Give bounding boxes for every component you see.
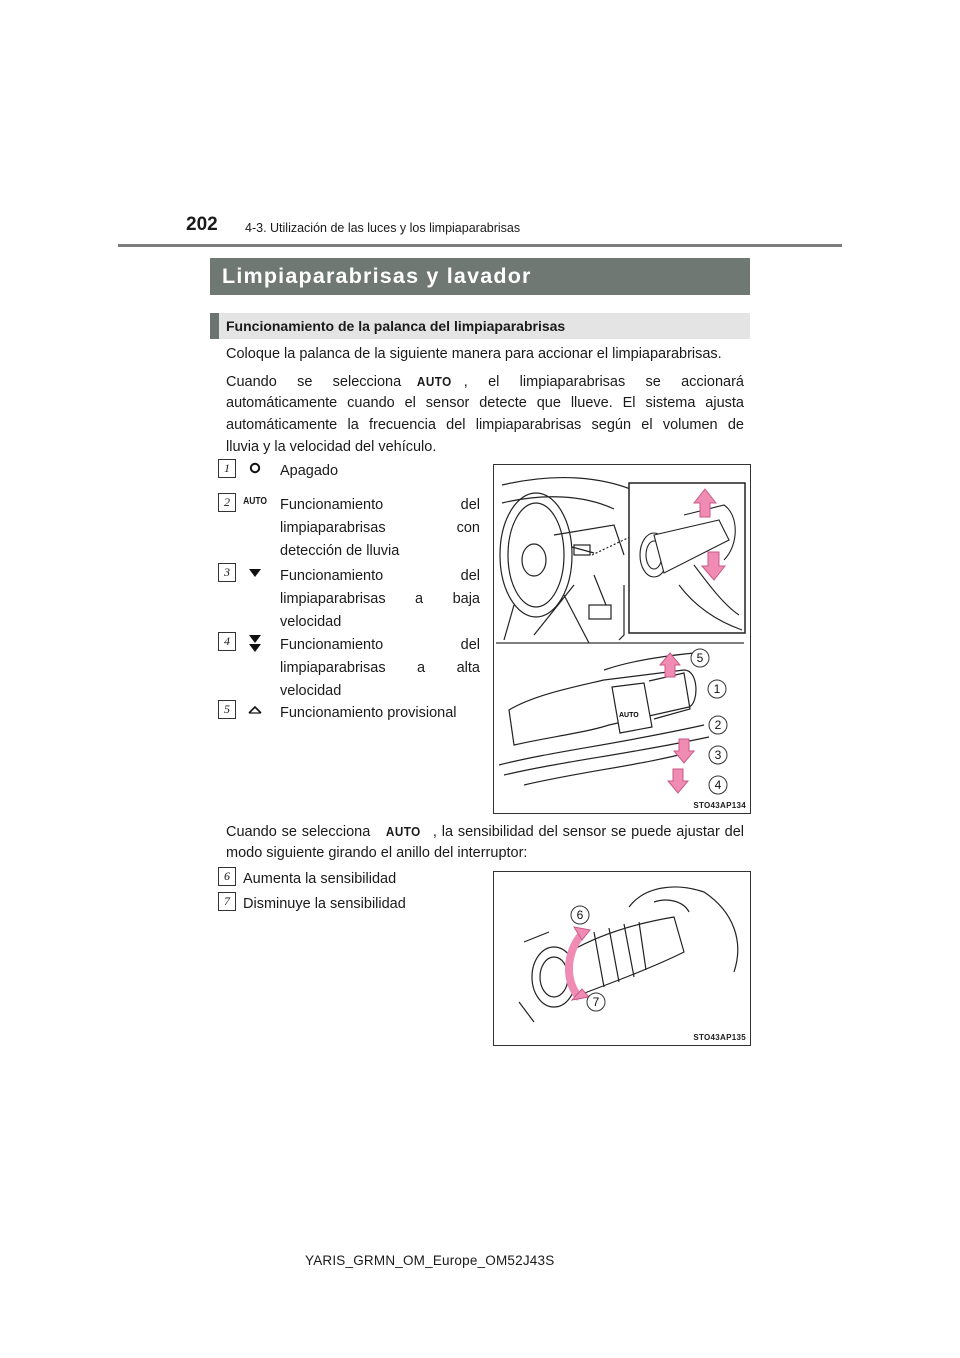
figure2-callout-7: 7: [592, 995, 600, 1009]
callout-number-1: 1: [218, 459, 236, 478]
position-3-line-2: limpiaparabrisas a baja: [280, 591, 480, 607]
wiper-lever-figure: [493, 464, 751, 814]
position-2-line-3: detección de lluvia: [280, 543, 400, 559]
intro-auto-before: Cuando se selecciona: [226, 374, 402, 390]
arrow-down-1: [674, 739, 694, 763]
callout-number-6: 6: [218, 867, 236, 886]
callout-number-3: 3: [218, 563, 236, 582]
auto-icon: AUTO: [386, 824, 421, 839]
figure1-callout-3: 3: [714, 748, 722, 762]
footer-doc-id: YARIS_GRMN_OM_Europe_OM52J43S: [305, 1253, 555, 1268]
intro-line-2: automáticamente cuando el sensor detecte que llueve. El sistema ajusta: [226, 395, 744, 411]
header-rule: [118, 244, 842, 247]
subsection-title: Funcionamiento de la palanca del limpiaparabrisas: [226, 318, 566, 334]
position-4-line-3: velocidad: [280, 683, 342, 699]
position-2-line-1: Funcionamiento del: [280, 497, 480, 513]
sensitivity-line-2: modo siguiente girando el anillo del interruptor:: [226, 845, 528, 861]
position-4-line-2: limpiaparabrisas a alta: [280, 660, 480, 676]
figure1-code: STO43AP134: [693, 801, 746, 810]
sensitivity-line-1: [226, 820, 744, 844]
arrow-down-2: [668, 769, 688, 793]
figure2-code: STO43AP135: [693, 1033, 746, 1042]
position-3-line-3: velocidad: [280, 614, 342, 630]
figure1-callout-1: 1: [713, 682, 721, 696]
low-speed-icon: [246, 568, 264, 581]
figure1-callout-2: 2: [714, 718, 722, 732]
callout-number-4: 4: [218, 632, 236, 651]
lever-auto-label: AUTO: [619, 712, 639, 719]
position-2-line-2: limpiaparabrisas con: [280, 520, 480, 536]
page-number: 202: [186, 214, 218, 235]
page-title: Limpiaparabrisas y lavador: [210, 258, 750, 295]
sensitivity-after: , la sensibilidad del sensor se puede ajustar del: [432, 824, 744, 840]
mist-icon: [246, 705, 264, 718]
wiper-lever-illustration: [494, 465, 750, 813]
intro-line-1: Coloque la palanca de la siguiente manera para accionar el limpiaparabrisas.: [226, 346, 722, 362]
section-title: 4-3. Utilización de las luces y los limpiaparabrisas: [245, 221, 521, 235]
position-3-line-1: Funcionamiento del: [280, 568, 480, 584]
callout-number-2: 2: [218, 493, 236, 512]
position-5-label: Funcionamiento provisional: [280, 705, 457, 721]
callout-number-5: 5: [218, 700, 236, 719]
subsection-accent: [210, 313, 219, 339]
high-speed-icon: [246, 634, 264, 657]
intro-auto-line: [226, 370, 744, 394]
position-4-line-1: Funcionamiento del: [280, 637, 480, 653]
position-1-label: Apagado: [280, 463, 339, 479]
callout-number-7: 7: [218, 892, 236, 911]
sensitivity-ring-figure: [493, 871, 751, 1046]
figure2-callout-6: 6: [576, 908, 584, 922]
sensitivity-decrease: Disminuye la sensibilidad: [243, 896, 406, 912]
off-circle-icon: [246, 461, 264, 478]
figure1-callout-4: 4: [714, 778, 722, 792]
intro-auto-after: , el limpiaparabrisas se accionará: [463, 374, 744, 390]
intro-line-4: lluvia y la velocidad del vehículo.: [226, 439, 437, 455]
figure1-callout-5: 5: [696, 651, 704, 665]
intro-line-3: automáticamente la frecuencia del limpiaparabrisas según el volumen de: [226, 417, 744, 433]
sensitivity-increase: Aumenta la sensibilidad: [243, 871, 397, 887]
sensitivity-before: Cuando se selecciona: [226, 824, 371, 840]
sensitivity-ring-illustration: [494, 872, 750, 1045]
auto-icon: AUTO: [417, 374, 452, 389]
auto-icon: AUTO: [243, 496, 268, 507]
